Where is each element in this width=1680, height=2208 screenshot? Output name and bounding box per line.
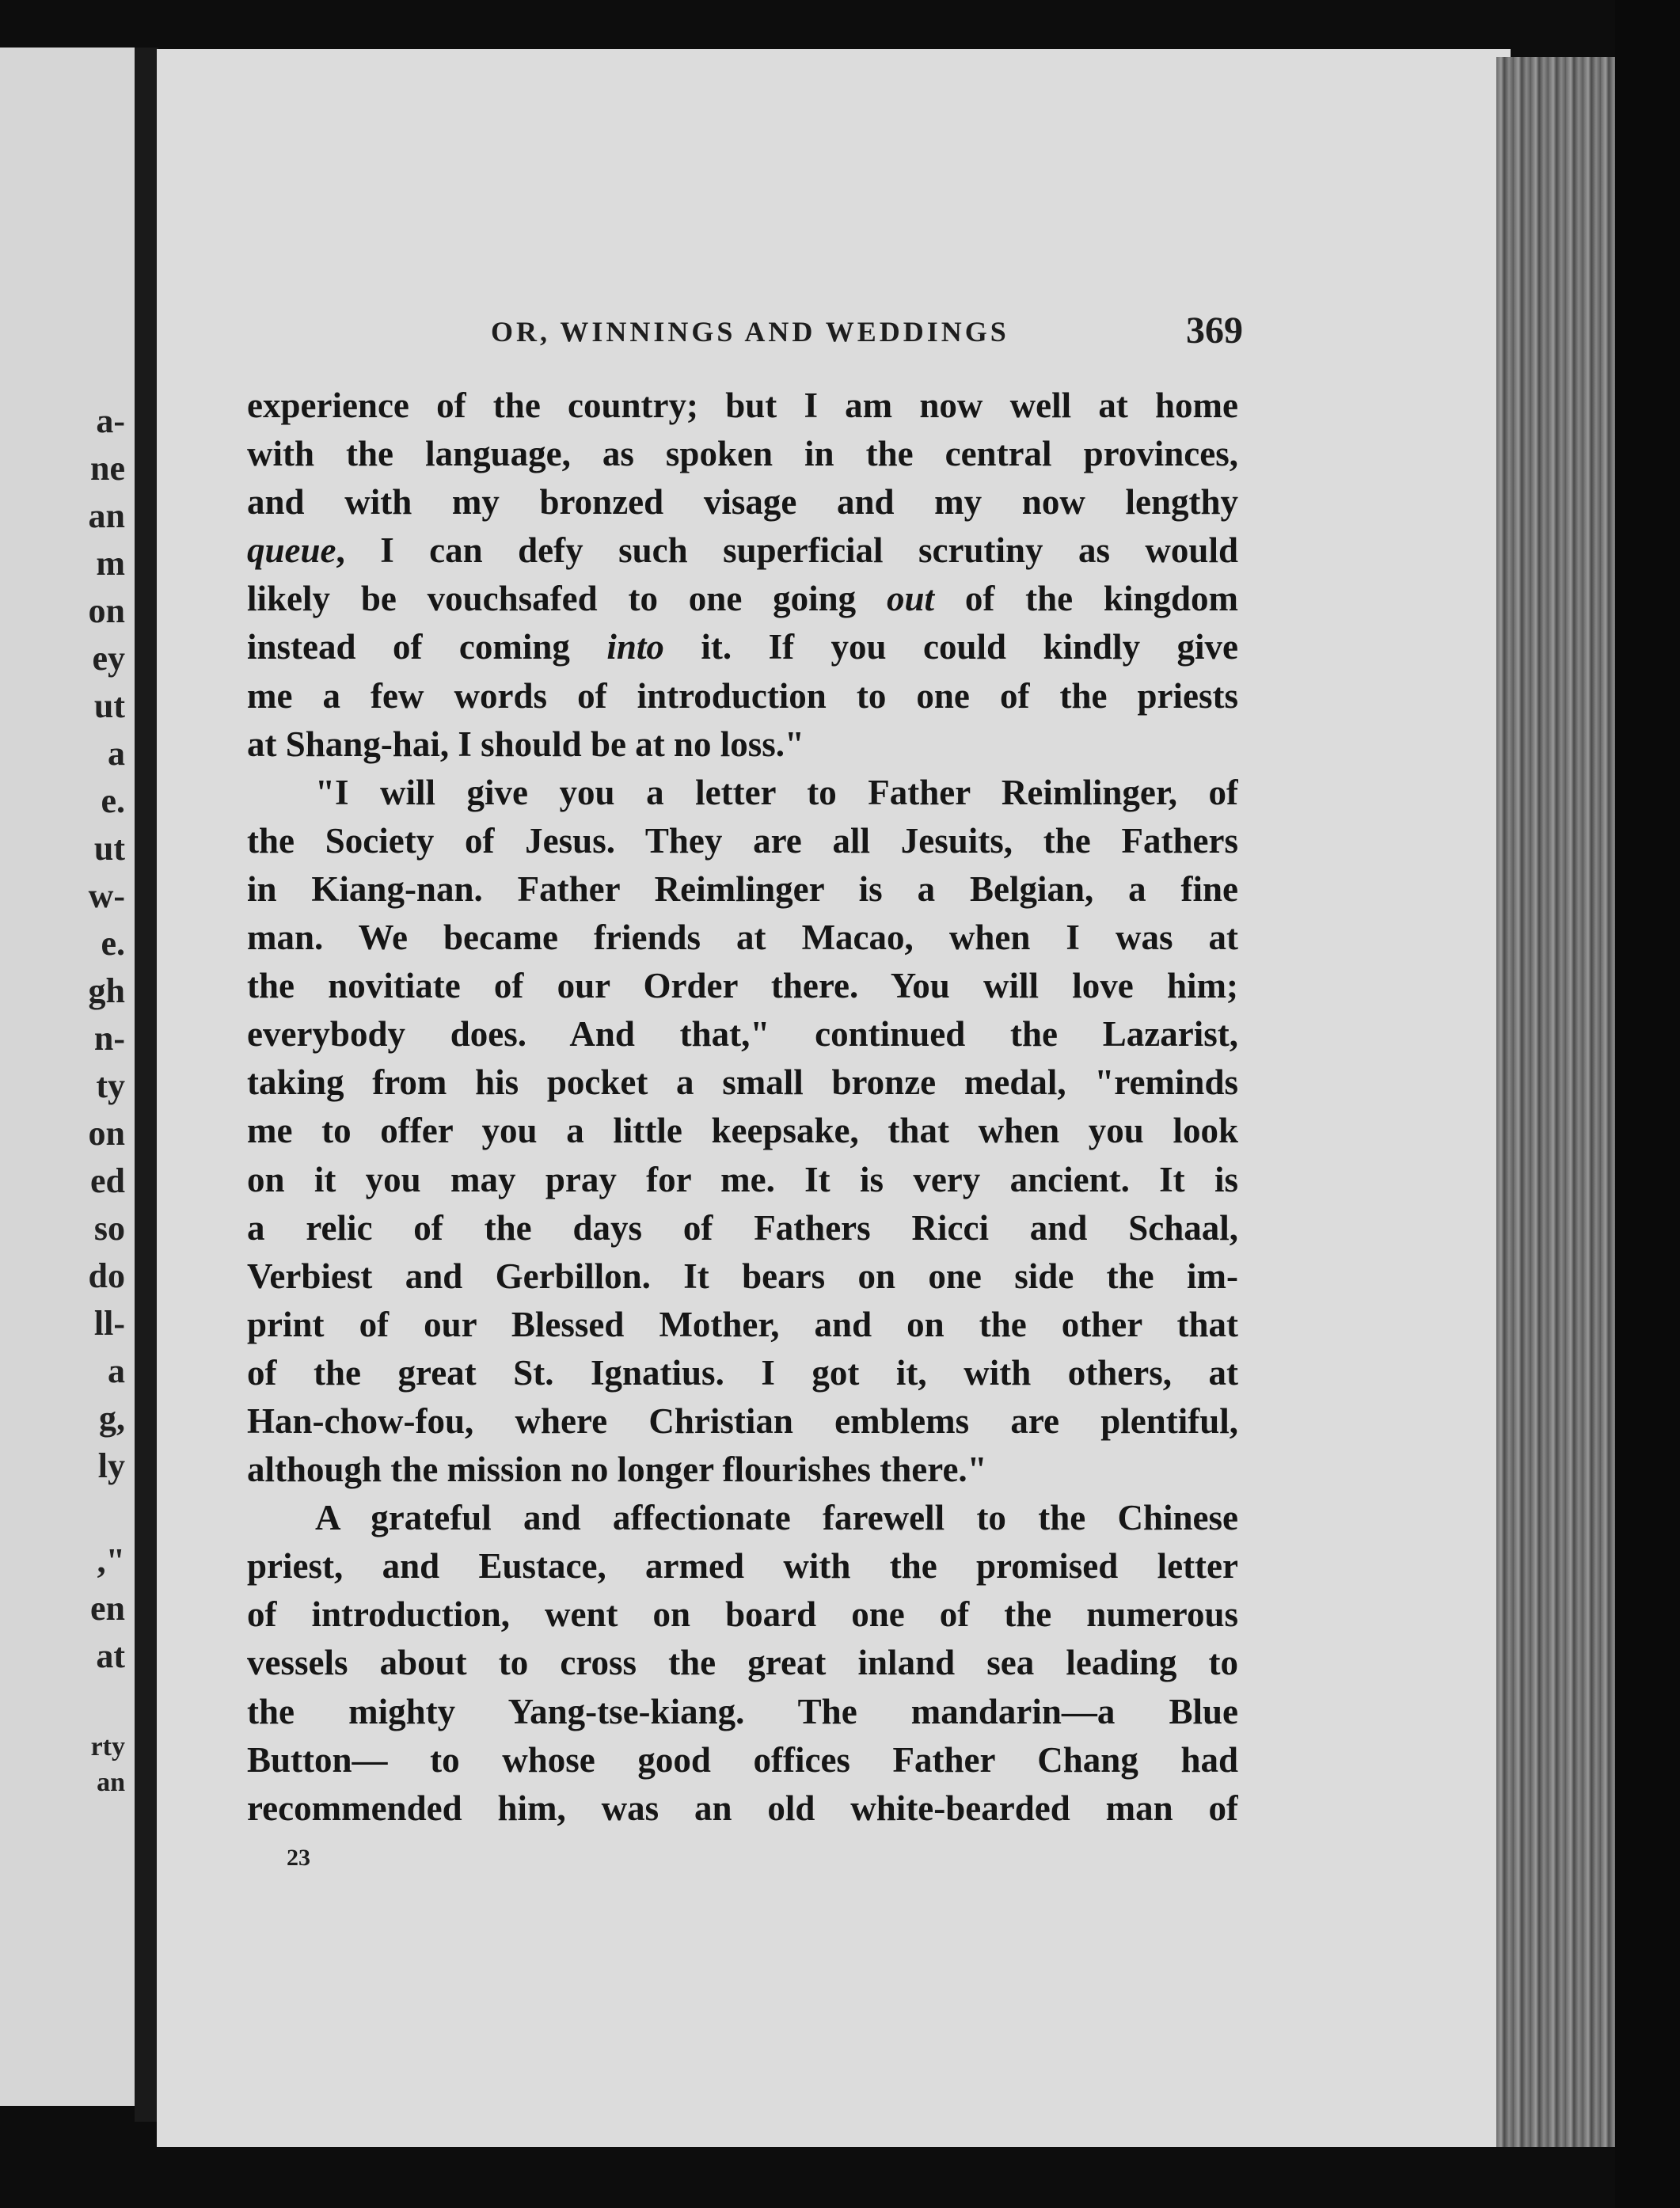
facing-page-left <box>0 48 135 2106</box>
left-fragment: ne <box>90 449 125 488</box>
left-fragment: ey <box>92 639 125 678</box>
left-fragment: ," <box>97 1541 125 1580</box>
text-line: Han-chow-fou, where Christian emblems are plentiful, <box>247 1400 1238 1441</box>
left-fragment: ly <box>97 1446 125 1485</box>
left-fragment: e. <box>101 781 125 820</box>
left-fragment: a <box>108 734 125 773</box>
text-line: the mighty Yang-tse-kiang. The mandarin—a Blue <box>247 1691 1238 1731</box>
text-line: in Kiang-nan. Father Reimlinger is a Belgian, a fine <box>247 868 1238 909</box>
text-line: Verbiest and Gerbillon. It bears on one side the im- <box>247 1256 1238 1296</box>
text-line: recommended him, was an old white-bearded man of <box>247 1788 1238 1828</box>
text-line: a relic of the days of Fathers Ricci and Schaal, <box>247 1207 1238 1248</box>
running-title: OR, WINNINGS AND WEDDINGS <box>491 316 1009 348</box>
left-fragment: ed <box>90 1161 125 1200</box>
text-line: queue, I can defy such superficial scrutiny as would <box>247 530 1238 571</box>
page-edges <box>1496 57 1615 2147</box>
left-fragment: rty <box>90 1732 125 1761</box>
signature-mark: 23 <box>287 1845 310 1871</box>
left-fragment: a- <box>96 401 125 440</box>
left-fragment: on <box>88 1114 125 1153</box>
left-fragment: ut <box>93 686 125 725</box>
text-line: instead of coming into it. If you could kindly give <box>247 627 1238 667</box>
text-line: likely be vouchsafed to one going out of the kingdom <box>247 579 1238 619</box>
left-fragment: ut <box>93 829 125 868</box>
left-fragment: do <box>88 1256 125 1295</box>
left-fragment: e. <box>101 924 125 963</box>
text-line: at Shang-hai, I should be at no loss." <box>247 724 804 764</box>
text-line: taking from his pocket a small bronze medal, "reminds <box>247 1062 1238 1103</box>
scan-border <box>1615 0 1680 2208</box>
text-line: with the language, as spoken in the central provinces, <box>247 434 1238 474</box>
book-gutter <box>135 48 158 2122</box>
text-line: "I will give you a letter to Father Reimlinger, of <box>315 772 1238 812</box>
text-line: man. We became friends at Macao, when I was at <box>247 918 1238 958</box>
left-fragment: gh <box>88 971 125 1010</box>
left-fragment: at <box>96 1636 125 1675</box>
text-line: although the mission no longer flourishes there." <box>247 1450 987 1490</box>
left-fragment: n- <box>93 1019 125 1058</box>
text-line: the Society of Jesus. They are all Jesuits, the Fathers <box>247 820 1238 861</box>
text-line: vessels about to cross the great inland sea leading to <box>247 1643 1238 1683</box>
text-line: me a few words of introduction to one of the priests <box>247 675 1238 716</box>
left-fragment: ll- <box>93 1304 125 1343</box>
left-fragment: m <box>96 544 125 583</box>
left-fragment: w- <box>88 876 125 915</box>
text-line: and with my bronzed visage and my now lengthy <box>247 482 1238 523</box>
left-fragment: an <box>97 1768 125 1797</box>
text-line: on it you may pray for me. It is very ancient. It is <box>247 1159 1238 1199</box>
left-fragment: g, <box>99 1399 125 1438</box>
text-line: priest, and Eustace, armed with the promised letter <box>247 1546 1238 1587</box>
left-fragment: an <box>88 496 125 535</box>
left-fragment: so <box>93 1209 125 1248</box>
text-line: Button— to whose good offices Father Chang had <box>247 1739 1238 1780</box>
left-fragment: en <box>90 1589 125 1628</box>
text-line: experience of the country; but I am now well at home <box>247 386 1238 425</box>
text-line: of the great St. Ignatius. I got it, with others, at <box>247 1352 1238 1393</box>
page-number: 369 <box>1186 310 1243 352</box>
text-line: everybody does. And that," continued the Lazarist, <box>247 1014 1238 1055</box>
running-header <box>491 309 1251 356</box>
left-fragment: ty <box>96 1066 125 1105</box>
text-line: the novitiate of our Order there. You will love him; <box>247 966 1238 1006</box>
text-line: me to offer you a little keepsake, that when you look <box>247 1111 1238 1151</box>
text-line: A grateful and affectionate farewell to the Chinese <box>315 1498 1238 1538</box>
text-line: print of our Blessed Mother, and on the other that <box>247 1304 1238 1344</box>
text-line: of introduction, went on board one of the numerous <box>247 1594 1238 1635</box>
left-fragment: a <box>108 1351 125 1390</box>
page-body <box>247 382 1238 1833</box>
left-fragment: on <box>88 591 125 630</box>
